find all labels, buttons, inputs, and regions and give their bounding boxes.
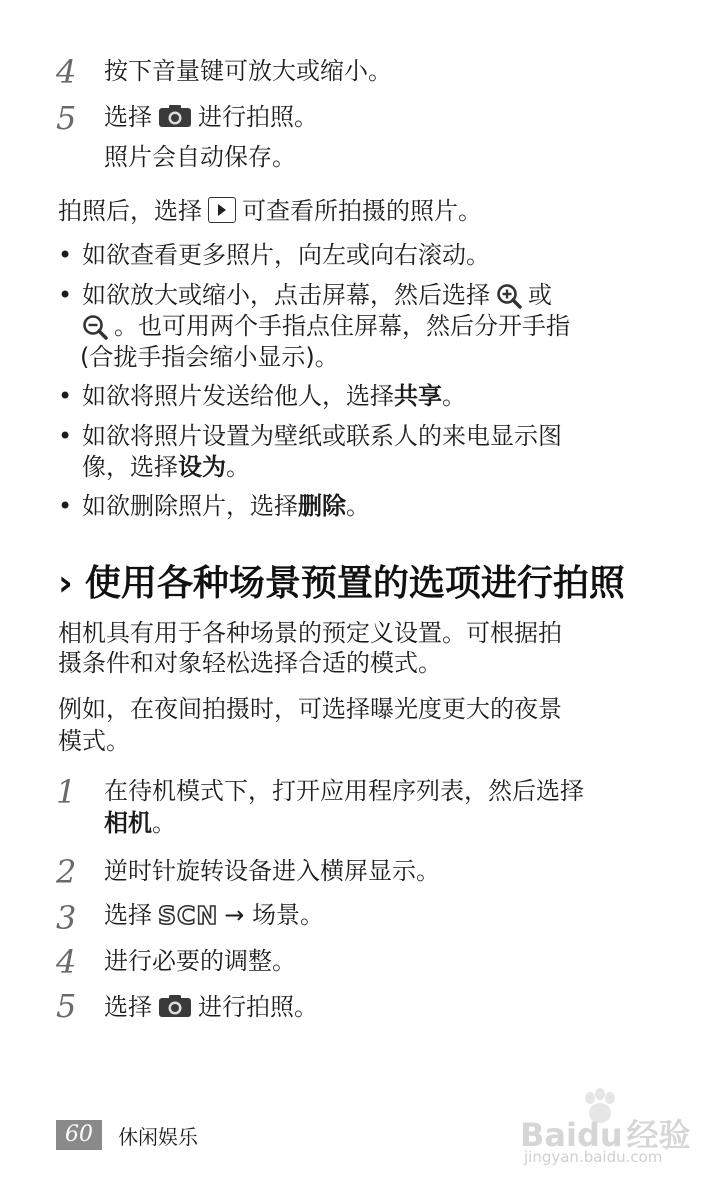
step-number: 3 bbox=[56, 899, 77, 937]
step-number: 4 bbox=[56, 943, 77, 981]
list-item-line: 如欲放大或缩小，点击屏幕，然后选择 bbox=[82, 281, 490, 309]
bold-term: 删除 bbox=[298, 492, 346, 520]
bold-term: 设为 bbox=[178, 453, 226, 481]
step-text bbox=[104, 808, 176, 838]
step-number: 5 bbox=[56, 99, 77, 137]
step-text: 在待机模式下，打开应用程序列表，然后选择 bbox=[104, 777, 584, 805]
step-text: 按下音量键可放大或缩小。 bbox=[104, 57, 392, 85]
step-post: 进行拍照。 bbox=[198, 103, 318, 131]
list-item-tail: 。 bbox=[346, 492, 370, 520]
list-item-line: 像，选择 bbox=[82, 453, 178, 481]
step-pre: 选择 bbox=[104, 901, 152, 929]
paragraph-line: 相机具有用于各种场景的预定义设置。可根据拍 bbox=[58, 619, 562, 647]
bold-term: 共享 bbox=[394, 382, 442, 410]
list-item-tail: 。 bbox=[226, 453, 250, 481]
paragraph-line: 摄条件和对象轻松选择合适的模式。 bbox=[58, 649, 442, 677]
paragraph-line: 例如，在夜间拍摄时，可选择曝光度更大的夜景 bbox=[58, 695, 562, 723]
step-text bbox=[104, 900, 324, 931]
bullet-dot: • bbox=[58, 382, 73, 410]
bullet-dot: • bbox=[58, 281, 73, 309]
step-number: 1 bbox=[56, 773, 77, 811]
step-subtext: 照片会自动保存。 bbox=[104, 143, 296, 171]
scn-icon: SCN bbox=[158, 901, 219, 930]
list-item-tail: 或 bbox=[528, 281, 552, 309]
step-text: 逆时针旋转设备进入横屏显示。 bbox=[104, 857, 440, 885]
step-post: 进行拍照。 bbox=[198, 993, 318, 1021]
list-item-text bbox=[82, 311, 570, 342]
baidu-watermark bbox=[520, 1088, 690, 1168]
step-number: 2 bbox=[56, 853, 77, 891]
after-photo-pre: 拍照后，选择 bbox=[58, 197, 202, 225]
paragraph-line: 模式。 bbox=[58, 727, 130, 755]
list-item-line: 如欲将照片发送给他人，选择 bbox=[82, 382, 394, 410]
bullet-dot: • bbox=[58, 241, 73, 269]
list-item-text bbox=[82, 381, 466, 412]
heading-title: 使用各种场景预置的选项进行拍照 bbox=[84, 563, 625, 604]
bullet-dot: • bbox=[58, 492, 73, 520]
watermark-brand: Baidu bbox=[520, 1116, 623, 1154]
heading-marker: › bbox=[58, 563, 73, 604]
bullet-dot: • bbox=[58, 422, 73, 450]
page-number: 60 bbox=[56, 1120, 102, 1150]
step-text bbox=[104, 992, 318, 1022]
after-photo-post: 可查看所拍摄的照片。 bbox=[242, 197, 482, 225]
step-post: → 场景。 bbox=[224, 901, 325, 929]
camera-icon bbox=[158, 104, 192, 128]
step-number: 4 bbox=[56, 53, 77, 91]
list-item-line: 如欲删除照片，选择 bbox=[82, 492, 298, 520]
list-item-text bbox=[82, 452, 250, 483]
bold-term: 相机 bbox=[104, 809, 152, 837]
list-item-text: (合拢手指会缩小显示)。 bbox=[80, 343, 339, 371]
step-text bbox=[104, 102, 318, 132]
list-item-tail: 。 bbox=[442, 382, 466, 410]
step-post: 。 bbox=[152, 809, 176, 837]
play-icon bbox=[208, 197, 236, 223]
footer-section: 休闲娱乐 bbox=[118, 1125, 198, 1149]
step-text: 进行必要的调整。 bbox=[104, 947, 296, 975]
list-item-text bbox=[82, 280, 552, 311]
list-item-line: 。也可用两个手指点住屏幕，然后分开手指 bbox=[114, 312, 570, 340]
zoom-in-icon bbox=[496, 283, 522, 309]
after-photo-paragraph bbox=[58, 196, 482, 226]
step-number: 5 bbox=[56, 987, 77, 1025]
section-heading bbox=[58, 560, 625, 608]
camera-icon bbox=[158, 994, 192, 1018]
step-pre: 选择 bbox=[104, 993, 152, 1021]
step-pre: 选择 bbox=[104, 103, 152, 131]
list-item-text bbox=[82, 491, 370, 522]
watermark-url: jingyan.baidu.com bbox=[524, 1148, 663, 1166]
zoom-out-icon bbox=[82, 314, 108, 340]
watermark-suffix: 经验 bbox=[626, 1116, 691, 1154]
list-item-text: 如欲查看更多照片，向左或向右滚动。 bbox=[82, 241, 490, 269]
list-item-text: 如欲将照片设置为壁纸或联系人的来电显示图 bbox=[82, 422, 562, 450]
